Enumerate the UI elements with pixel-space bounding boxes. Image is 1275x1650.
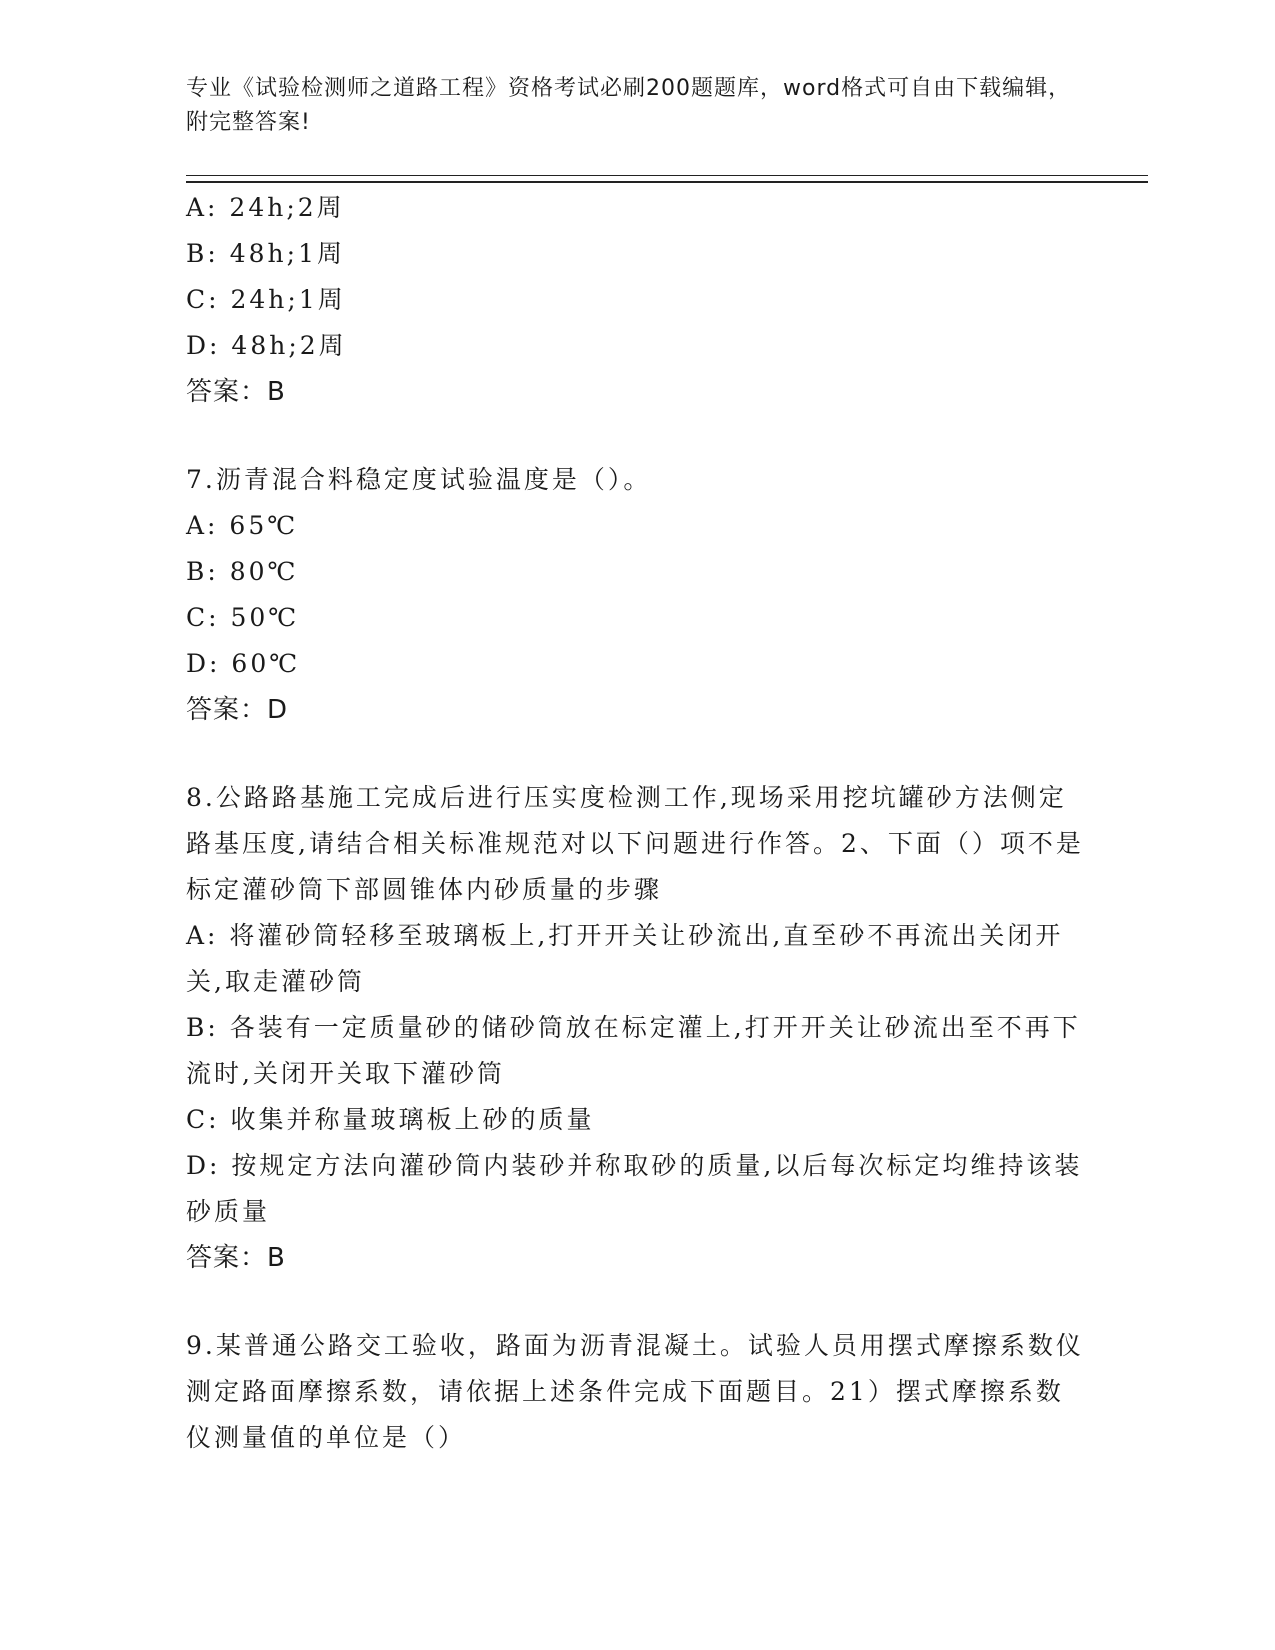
header-divider-thick xyxy=(186,181,1148,183)
question-9 xyxy=(186,1323,1086,1461)
option-d: D: 48h;2周 xyxy=(186,331,347,360)
question-6 xyxy=(186,185,1086,415)
spacer xyxy=(186,1281,1086,1323)
question-8 xyxy=(186,775,1086,1281)
answer-label: 答案：B xyxy=(186,1243,286,1273)
question-stem: 9.某普通公路交工验收，路面为沥青混凝土。试验人员用摆式摩擦系数仪测定路面摩擦系数，请依据上述条件完成下面题目。21）摆式摩擦系数仪测量值的单位是（） xyxy=(186,1331,1084,1452)
answer-label: 答案：B xyxy=(186,377,286,407)
option-d: D: 60℃ xyxy=(186,649,301,678)
option-c: C: 24h;1周 xyxy=(186,285,346,314)
option-a: A: 65℃ xyxy=(186,511,299,540)
question-list xyxy=(186,185,1086,1461)
question-stem: 8.公路路基施工完成后进行压实度检测工作,现场采用挖坑罐砂方法侧定路基压度,请结合相关标准规范对以下问题进行作答。2、下面（）项不是标定灌砂筒下部圆锥体内砂质量的步骤 xyxy=(186,783,1084,904)
option-c: C: 50℃ xyxy=(186,603,300,632)
option-a: A: 24h;2周 xyxy=(186,193,345,222)
question-7 xyxy=(186,457,1086,733)
spacer xyxy=(186,415,1086,457)
option-b: B: 各装有一定质量砂的储砂筒放在标定灌上,打开开关让砂流出至不再下流时,关闭开关取下灌砂筒 xyxy=(186,1013,1081,1088)
spacer xyxy=(186,733,1086,775)
option-b: B: 80℃ xyxy=(186,557,299,586)
question-stem: 7.沥青混合料稳定度试验温度是（）。 xyxy=(186,465,652,494)
header-divider-thin xyxy=(186,175,1148,176)
document-header: 专业《试验检测师之道路工程》资格考试必刷200题题库，word格式可自由下载编辑，附完整答案! xyxy=(186,76,1072,135)
option-d: D: 按规定方法向灌砂筒内装砂并称取砂的质量,以后每次标定均维持该装砂质量 xyxy=(186,1151,1083,1226)
option-a: A: 将灌砂筒轻移至玻璃板上,打开开关让砂流出,直至砂不再流出关闭开关,取走灌砂筒 xyxy=(186,921,1064,996)
option-c: C: 收集并称量玻璃板上砂的质量 xyxy=(186,1105,595,1134)
answer-label: 答案：D xyxy=(186,695,289,725)
option-b: B: 48h;1周 xyxy=(186,239,345,268)
